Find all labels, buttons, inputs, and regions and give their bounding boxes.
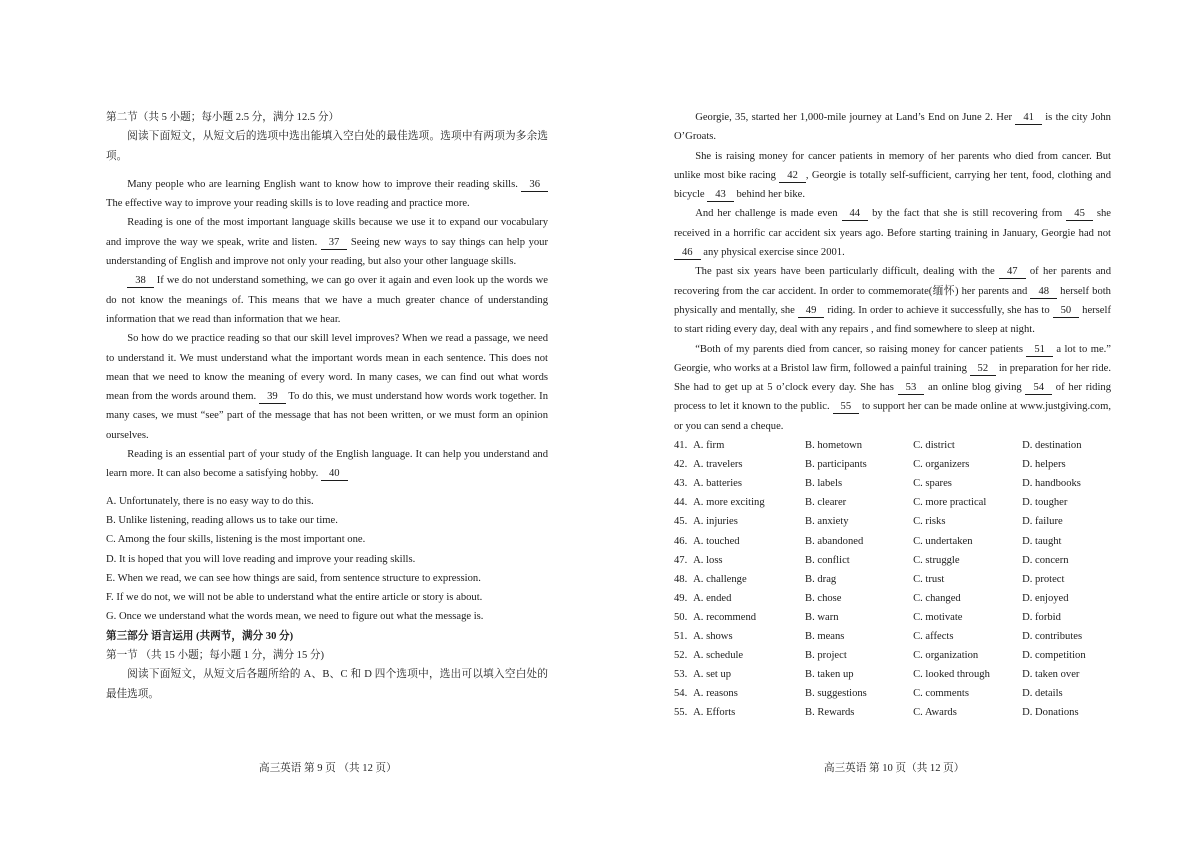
choice-option: D. details: [1022, 688, 1063, 700]
section1-instruction: 阅读下面短文，从短文后各题所给的 A、B、C 和 D 四个选项中，选出可以填入空白处的最佳选项。: [106, 669, 548, 700]
section2-instruction: 阅读下面短文，从短文后的选项中选出能填入空白处的最佳选项。选项中有两项为多余选项。: [106, 131, 548, 162]
question-number: 54.: [674, 688, 688, 700]
choice-row: [674, 646, 1111, 665]
question-number: 47.: [674, 554, 688, 566]
choice-row: [674, 455, 1111, 474]
option-item: F. If we do not, we will not be able to understand what the entire article or story is about.: [106, 592, 483, 604]
question-number: 42.: [674, 459, 688, 471]
choice-row: [674, 551, 1111, 570]
choice-option: B. abandoned: [805, 535, 864, 547]
answer-blank: 42: [779, 169, 806, 183]
choice-option: D. destination: [1022, 440, 1082, 452]
choice-option: B. chose: [805, 592, 842, 604]
choice-option: C. looked through: [913, 669, 990, 681]
choice-option: A. batteries: [693, 478, 742, 490]
choice-option: D. Donations: [1022, 707, 1079, 719]
question-number: 51.: [674, 630, 688, 642]
answer-blank: 41: [1015, 111, 1042, 125]
question-number: 53.: [674, 669, 688, 681]
answer-blank: 47: [999, 265, 1026, 279]
question-number: 45.: [674, 516, 688, 528]
choice-option: B. Rewards: [805, 707, 855, 719]
choice-option: A. loss: [693, 554, 723, 566]
answer-blank: 54: [1025, 381, 1052, 395]
passage-paragraph: And her challenge is made even 44 by the fact that she is still recovering from 45 she received in a horrific car accident six years ago. Before starting training in January, Georgie had not 46 any physical exercise since 2001.: [674, 208, 1111, 259]
option-item: G. Once we understand what the words mean, we need to figure out what the message is.: [106, 611, 484, 623]
answer-blank: 48: [1030, 285, 1057, 299]
choice-option: D. tougher: [1022, 497, 1068, 509]
choice-option: C. Awards: [913, 707, 957, 719]
choice-option: D. protect: [1022, 573, 1065, 585]
question-number: 41.: [674, 440, 688, 452]
page-footer-right: 高三英语 第 10 页（共 12 页）: [824, 763, 965, 774]
choice-option: C. more practical: [913, 497, 987, 509]
passage-paragraph: The past six years have been particularly difficult, dealing with the 47 of her parents and recovering from the car accident. In order to commemorate(缅怀) her parents and 48 herself both physically and mentally, she 49 riding. In order to achieve it successfully, she has to 50 herself to start riding every day, deal with any repairs , and find somewhere to sleep at night.: [674, 266, 1111, 336]
option-item: A. Unfortunately, there is no easy way to do this.: [106, 495, 314, 507]
choice-row: [674, 512, 1111, 531]
choice-row: [674, 436, 1111, 455]
option-item: B. Unlike listening, reading allows us to take our time.: [106, 514, 338, 526]
choice-option: C. spares: [913, 478, 952, 490]
question-number: 44.: [674, 497, 688, 509]
choice-row: [674, 608, 1111, 627]
answer-blank: 36: [521, 178, 548, 192]
choice-row: [674, 589, 1111, 608]
choice-option: D. handbooks: [1022, 478, 1081, 490]
answer-blank: 40: [321, 467, 348, 481]
answer-blank: 43: [707, 188, 734, 202]
choice-option: A. shows: [693, 630, 733, 642]
choice-row: [674, 665, 1111, 684]
choice-option: A. Efforts: [693, 707, 736, 719]
passage-paragraph: “Both of my parents died from cancer, so raising money for cancer patients 51 a lot to me.” Georgie, who works at a Bristol law firm, followed a painful training 52 in preparation for her ride. She had to get up at 5 o’clock every day. She has 53 an online blog giving 54 of her riding process to let it known to the public. 55 to support her can be made online at www.justgiving.com, or you can send a cheque.: [674, 343, 1112, 432]
choice-option: C. struggle: [913, 554, 960, 566]
passage-paragraph: Many people who are learning English want to know how to improve their reading skills. 36 The effective way to improve your reading skills is to love reading and practice more.: [106, 175, 548, 214]
part3-header: 第三部分 语言运用 (共两节，满分 30 分): [106, 630, 294, 642]
option-item: D. It is hoped that you will love reading and improve your reading skills.: [106, 553, 416, 565]
answer-blank: 53: [898, 381, 925, 395]
question-number: 48.: [674, 573, 688, 585]
choice-row: [674, 532, 1111, 551]
right-passage: [674, 108, 1111, 436]
choice-option: B. warn: [805, 611, 839, 623]
choice-option: D. forbid: [1022, 611, 1061, 623]
choice-option: B. drag: [805, 573, 837, 585]
choice-row: [674, 684, 1111, 703]
choice-row: [674, 627, 1111, 646]
seven-choice-options: [106, 492, 548, 627]
question-number: 55.: [674, 707, 688, 719]
left-passage: [106, 175, 548, 484]
right-page: [674, 0, 1111, 860]
choice-option: A. schedule: [693, 650, 744, 662]
choice-option: A. touched: [693, 535, 740, 547]
choice-option: A. reasons: [693, 688, 738, 700]
choice-option: A. recommend: [693, 611, 757, 623]
section1-header: 第一节 （共 15 小题；每小题 1 分，满分 15 分): [106, 650, 325, 662]
question-number: 49.: [674, 592, 688, 604]
section2-header: 第二节（共 5 小题；每小题 2.5 分，满分 12.5 分）: [106, 112, 340, 123]
answer-blank: 46: [674, 246, 701, 260]
choice-row: [674, 570, 1111, 589]
passage-paragraph: So how do we practice reading so that our skill level improves? When we read a passage, we need to understand it. We must understand what the important words mean in each sentence. This does not mean that we need to know the meaning of every word. In many cases, we can find out what words mean from the words around them. 39 To do this, we must understand how words work together. In many cases, we must “see” part of the message that has not been written, or we must form an opinion ourselves.: [106, 333, 548, 441]
choice-option: B. participants: [805, 459, 867, 471]
cloze-choices: [674, 436, 1111, 722]
choice-option: A. firm: [693, 440, 725, 452]
question-number: 43.: [674, 478, 688, 490]
choice-option: D. taught: [1022, 535, 1062, 547]
answer-blank: 50: [1053, 304, 1080, 318]
answer-blank: 49: [798, 304, 825, 318]
choice-option: B. hometown: [805, 440, 863, 452]
page-footer-left: 高三英语 第 9 页 （共 12 页）: [259, 763, 397, 774]
choice-option: B. project: [805, 650, 847, 662]
question-number: 52.: [674, 650, 688, 662]
passage-paragraph: Reading is one of the most important language skills because we use it to expand our vocabulary and improve the way we speak, write and listen. 37 Seeing new ways to say things can help your understanding of English and improve not only your reading, but also your other language skills.: [106, 217, 548, 268]
choice-option: C. changed: [913, 592, 961, 604]
choice-option: C. organizers: [913, 459, 970, 471]
choice-option: C. motivate: [913, 611, 963, 623]
left-page: [106, 0, 548, 860]
answer-blank: 45: [1066, 207, 1093, 221]
choice-option: C. trust: [913, 573, 945, 585]
answer-blank: 38: [127, 274, 154, 288]
choice-option: D. taken over: [1022, 669, 1080, 681]
choice-option: A. more exciting: [693, 497, 765, 509]
choice-option: D. enjoyed: [1022, 592, 1069, 604]
choice-option: A. ended: [693, 592, 732, 604]
question-number: 50.: [674, 611, 688, 623]
choice-option: B. anxiety: [805, 516, 849, 528]
choice-option: A. injuries: [693, 516, 738, 528]
choice-option: B. labels: [805, 478, 843, 490]
passage-paragraph: 38 If we do not understand something, we can go over it again and even look up the words we do not know the meanings of. This means that we have a much greater chance of understanding information that we read than information that we hear.: [106, 275, 548, 325]
choice-option: A. travelers: [693, 459, 743, 471]
choice-option: C. organization: [913, 650, 979, 662]
choice-option: C. risks: [913, 516, 946, 528]
choice-row: [674, 703, 1111, 722]
choice-option: B. suggestions: [805, 688, 867, 700]
choice-option: C. affects: [913, 630, 954, 642]
choice-option: B. conflict: [805, 554, 850, 566]
answer-blank: 52: [970, 362, 997, 376]
choice-option: D. competition: [1022, 650, 1086, 662]
passage-paragraph: Georgie, 35, started her 1,000-mile journey at Land’s End on June 2. Her 41 is the city John O’Groats.: [674, 112, 1111, 143]
question-number: 46.: [674, 535, 688, 547]
choice-option: D. contributes: [1022, 630, 1083, 642]
choice-option: B. means: [805, 630, 845, 642]
choice-option: D. concern: [1022, 554, 1069, 566]
choice-option: D. helpers: [1022, 459, 1066, 471]
choice-option: C. district: [913, 440, 955, 452]
choice-option: A. set up: [693, 669, 732, 681]
choice-row: [674, 474, 1111, 493]
choice-option: C. undertaken: [913, 535, 973, 547]
answer-blank: 37: [321, 236, 348, 250]
choice-option: D. failure: [1022, 516, 1063, 528]
choice-option: B. taken up: [805, 669, 854, 681]
answer-blank: 51: [1026, 343, 1053, 357]
answer-blank: 44: [842, 207, 869, 221]
passage-paragraph: She is raising money for cancer patients in memory of her parents who died from cancer. But unlike most bike racing 42 , Georgie is totally self-sufficient, carrying her tent, food, clothing and bicycle 43 behind her bike.: [674, 150, 1112, 201]
choice-option: B. clearer: [805, 497, 847, 509]
choice-row: [674, 493, 1111, 512]
option-item: C. Among the four skills, listening is the most important one.: [106, 534, 366, 546]
choice-option: A. challenge: [693, 573, 747, 585]
option-item: E. When we read, we can see how things are said, from sentence structure to expression.: [106, 572, 481, 584]
answer-blank: 55: [833, 400, 860, 414]
choice-option: C. comments: [913, 688, 969, 700]
passage-paragraph: Reading is an essential part of your study of the English language. It can help you understand and learn more. It can also become a satisfying hobby. 40: [106, 449, 548, 480]
answer-blank: 39: [259, 390, 286, 404]
